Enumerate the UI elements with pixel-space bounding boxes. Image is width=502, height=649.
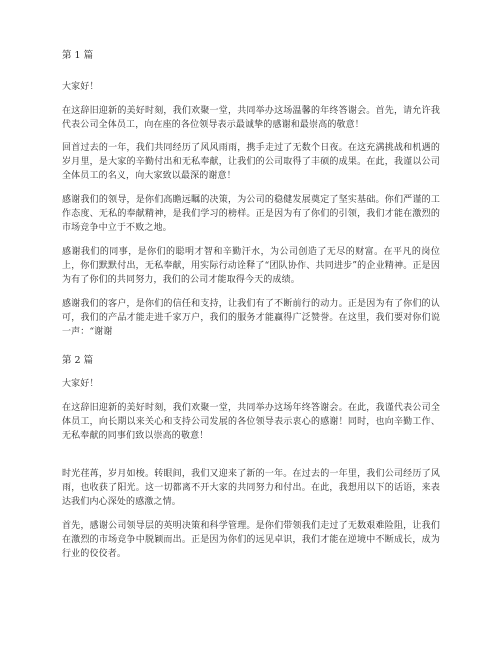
article-2-paragraph-1: 在这辞旧迎新的美好时刻，我们欢聚一堂，共同举办这场年终答谢会。在此，我谨代表公司全体员工，向长期以来关心和支持公司发展的各位领导表示衷心的感谢！同时，也向辛勤工作、无私奉献的同事们致以崇高的敬意！: [62, 403, 440, 442]
article-1-paragraph-3: 感谢我们的领导，是你们高瞻远瞩的决策，为公司的稳健发展奠定了坚实基础。你们严谨的工作态度、无私的奉献精神，是我们学习的榜样。正是因为有了你们的引领，我们才能在激烈的市场竞争中立于不败之地。: [62, 195, 440, 234]
article-1-paragraph-2: 回首过去的一年，我们共同经历了风风雨雨，携手走过了无数个日夜。在这充满挑战和机遇的岁月里，是大家的辛勤付出和无私奉献，让我们的公司取得了丰硕的成果。在此，我谨以公司全体员工的名义，向大家致以最深的谢意！: [62, 143, 440, 182]
article-1-greeting: 大家好！: [62, 82, 99, 92]
article-1-paragraph-4: 感谢我们的同事，是你们的聪明才智和辛勤汗水，为公司创造了无尽的财富。在平凡的岗位上，你们默默付出，无私奉献，用实际行动诠释了“团队协作、共同进步”的企业精神。正是因为有了你们的共同努力，我们的公司才能取得今天的成绩。: [62, 247, 440, 286]
article-2-heading: 第 2 篇: [62, 355, 94, 366]
article-1-paragraph-1: 在这辞旧迎新的美好时刻，我们欢聚一堂，共同举办这场温馨的年终答谢会。首先，请允许我代表公司全体员工，向在座的各位领导表示最诚挚的感谢和最崇高的敬意！: [62, 106, 440, 131]
article-2-greeting: 大家好！: [62, 379, 99, 389]
article-2-paragraph-2: 时光荏苒，岁月如梭。转眼间，我们又迎来了新的一年。在过去的一年里，我们公司经历了风雨，也收获了阳光。这一切都离不开大家的共同努力和付出。在此，我想用以下的话语，来表达我们内心深处的感激之情。: [62, 469, 440, 508]
article-1-heading: 第 1 篇: [62, 50, 94, 61]
article-2-paragraph-3: 首先，感谢公司领导层的英明决策和科学管理。是你们带领我们走过了无数艰难险阻，让我们在激烈的市场竞争中脱颖而出。正是因为你们的远见卓识，我们才能在逆境中不断成长，成为行业的佼佼者。: [62, 521, 440, 560]
article-1-paragraph-5: 感谢我们的客户，是你们的信任和支持，让我们有了不断前行的动力。正是因为有了你们的认可，我们的产品才能走进千家万户，我们的服务才能赢得广泛赞誉。在这里，我们要对你们说一声：“谢谢: [62, 299, 440, 338]
